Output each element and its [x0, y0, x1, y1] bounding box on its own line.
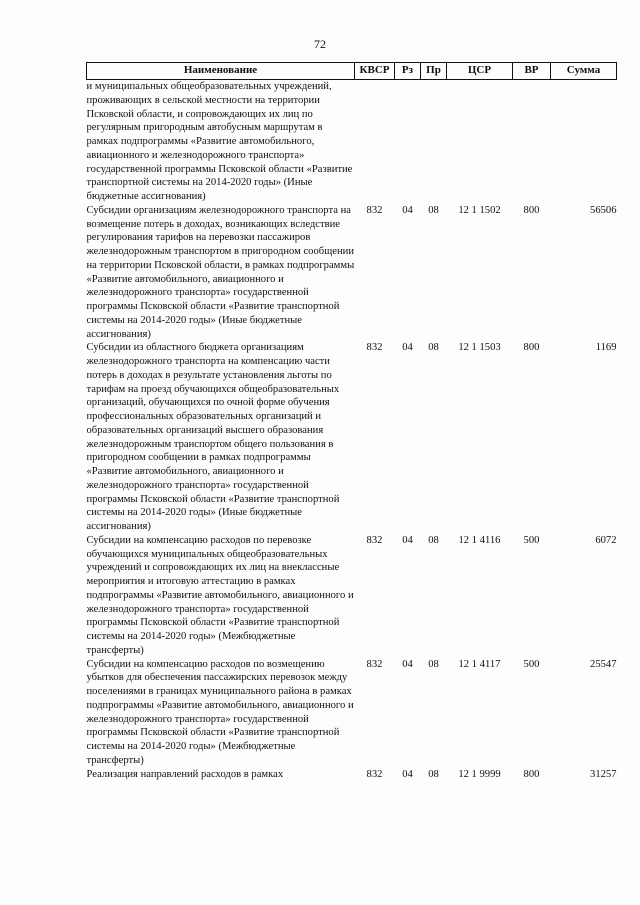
row-vr: 800	[523, 768, 540, 780]
row-kvsr: 832	[366, 342, 383, 354]
row-vr	[513, 80, 551, 204]
row-sum: 56506	[590, 204, 617, 216]
row-name: Реализация направлений расходов в рамках	[86, 768, 284, 780]
row-vr: 500	[523, 658, 540, 670]
row-pr: 08	[428, 768, 439, 780]
row-kvsr: 832	[366, 768, 383, 780]
row-vr: 800	[523, 342, 540, 354]
row-kvsr: 832	[366, 204, 383, 216]
row-rz: 04	[402, 534, 413, 546]
row-pr: 08	[428, 342, 439, 354]
row-name: и муниципальных общеобразовательных учреждений, проживающих в сельской местности на территории Псковской области, и сопровождающих их лиц по регулярным пригородным автобусным маршрутам в рамках подпрограммы «Развитие автомобильного, авиационного и железнодорожного транспорта» государственной программы Псковской области «Развитие транспортной системы на 2014-2020 годы» (Иные бюджетные ассигнования)	[86, 81, 353, 202]
page-number: 72	[314, 37, 326, 51]
row-pr	[421, 80, 447, 204]
row-csr	[447, 80, 513, 204]
row-rz: 04	[402, 768, 413, 780]
table-row	[87, 204, 617, 342]
row-rz: 04	[402, 204, 413, 216]
row-sum: 1169	[595, 342, 617, 354]
row-csr: 12 1 1503	[458, 342, 501, 354]
row-rz	[395, 80, 421, 204]
row-name: Субсидии организациям железнодорожного транспорта на возмещение потерь в доходах, возникающих вследствие регулирования тарифов на перевозки пассажиров железнодорожным транспортом в пригородном сообщении на территории Псковской области, в рамках подпрограммы «Развитие автомобильного, авиационного и железнодорожного транспорта» государственной программы Псковской области «Развитие транспортной системы на 2014-2020 годы» (Иные бюджетные ассигнования)	[86, 204, 355, 340]
header-name: Наименование	[87, 63, 355, 80]
row-vr: 800	[523, 204, 540, 216]
table-row	[87, 534, 617, 658]
table-header-row	[87, 63, 617, 80]
row-sum: 6072	[595, 534, 617, 546]
row-sum: 25547	[590, 658, 617, 670]
header-sum: Сумма	[551, 63, 617, 80]
table-row	[87, 768, 617, 782]
table-row	[87, 658, 617, 768]
row-sum	[551, 80, 617, 204]
row-name: Субсидии на компенсацию расходов по возмещению убытков для обеспечения пассажирских перевозок между поселениями в границах муниципального района в рамках подпрограммы «Развитие автомобильного, авиационного и железнодорожного транспорта» государственной программы Псковской области «Развитие транспортной системы на 2014-2020 годы» (Межбюджетные трансферты)	[86, 658, 354, 766]
row-name: Субсидии на компенсацию расходов по перевозке обучающихся муниципальных общеобразовательных учреждений и сопровождающих их лиц на внеклассные мероприятия и итоговую аттестацию в рамках подпрограммы «Развитие автомобильного, авиационного и железнодорожного транспорта» государственной программы Псковской области «Развитие транспортной системы на 2014-2020 годы» (Межбюджетные трансферты)	[86, 534, 354, 656]
row-pr: 08	[428, 658, 439, 670]
row-rz: 04	[402, 342, 413, 354]
row-kvsr: 832	[366, 658, 383, 670]
row-pr: 08	[428, 204, 439, 216]
table-row	[87, 341, 617, 534]
row-name: Субсидии из областного бюджета организациям железнодорожного транспорта на компенсацию части потерь в доходах в результате установления льготы по тарифам на проезд обучающихся общеобразовательных организаций, обучающихся по очной форме обучения профессиональных образовательных организаций и образовательных организаций высшего образования железнодорожным транспортом общего пользования в пригородном сообщении в рамках подпрограммы «Развитие автомобильного, авиационного и железнодорожного транспорта» государственной программы Псковской области «Развитие транспортной системы на 2014-2020 годы» (Иные бюджетные ассигнования)	[86, 342, 340, 532]
header-rz: Рз	[395, 63, 421, 80]
row-rz: 04	[402, 658, 413, 670]
header-pr: Пр	[421, 63, 447, 80]
row-kvsr	[355, 80, 395, 204]
row-csr: 12 1 1502	[458, 204, 501, 216]
table-row	[87, 80, 617, 204]
row-sum: 31257	[590, 768, 617, 780]
row-pr: 08	[428, 534, 439, 546]
row-csr: 12 1 4117	[458, 658, 501, 670]
row-vr: 500	[523, 534, 540, 546]
budget-table	[86, 62, 617, 781]
header-kvsr: КВСР	[355, 63, 395, 80]
header-csr: ЦСР	[447, 63, 513, 80]
row-kvsr: 832	[366, 534, 383, 546]
row-csr: 12 1 4116	[458, 534, 501, 546]
row-csr: 12 1 9999	[458, 768, 501, 780]
header-vr: ВР	[513, 63, 551, 80]
